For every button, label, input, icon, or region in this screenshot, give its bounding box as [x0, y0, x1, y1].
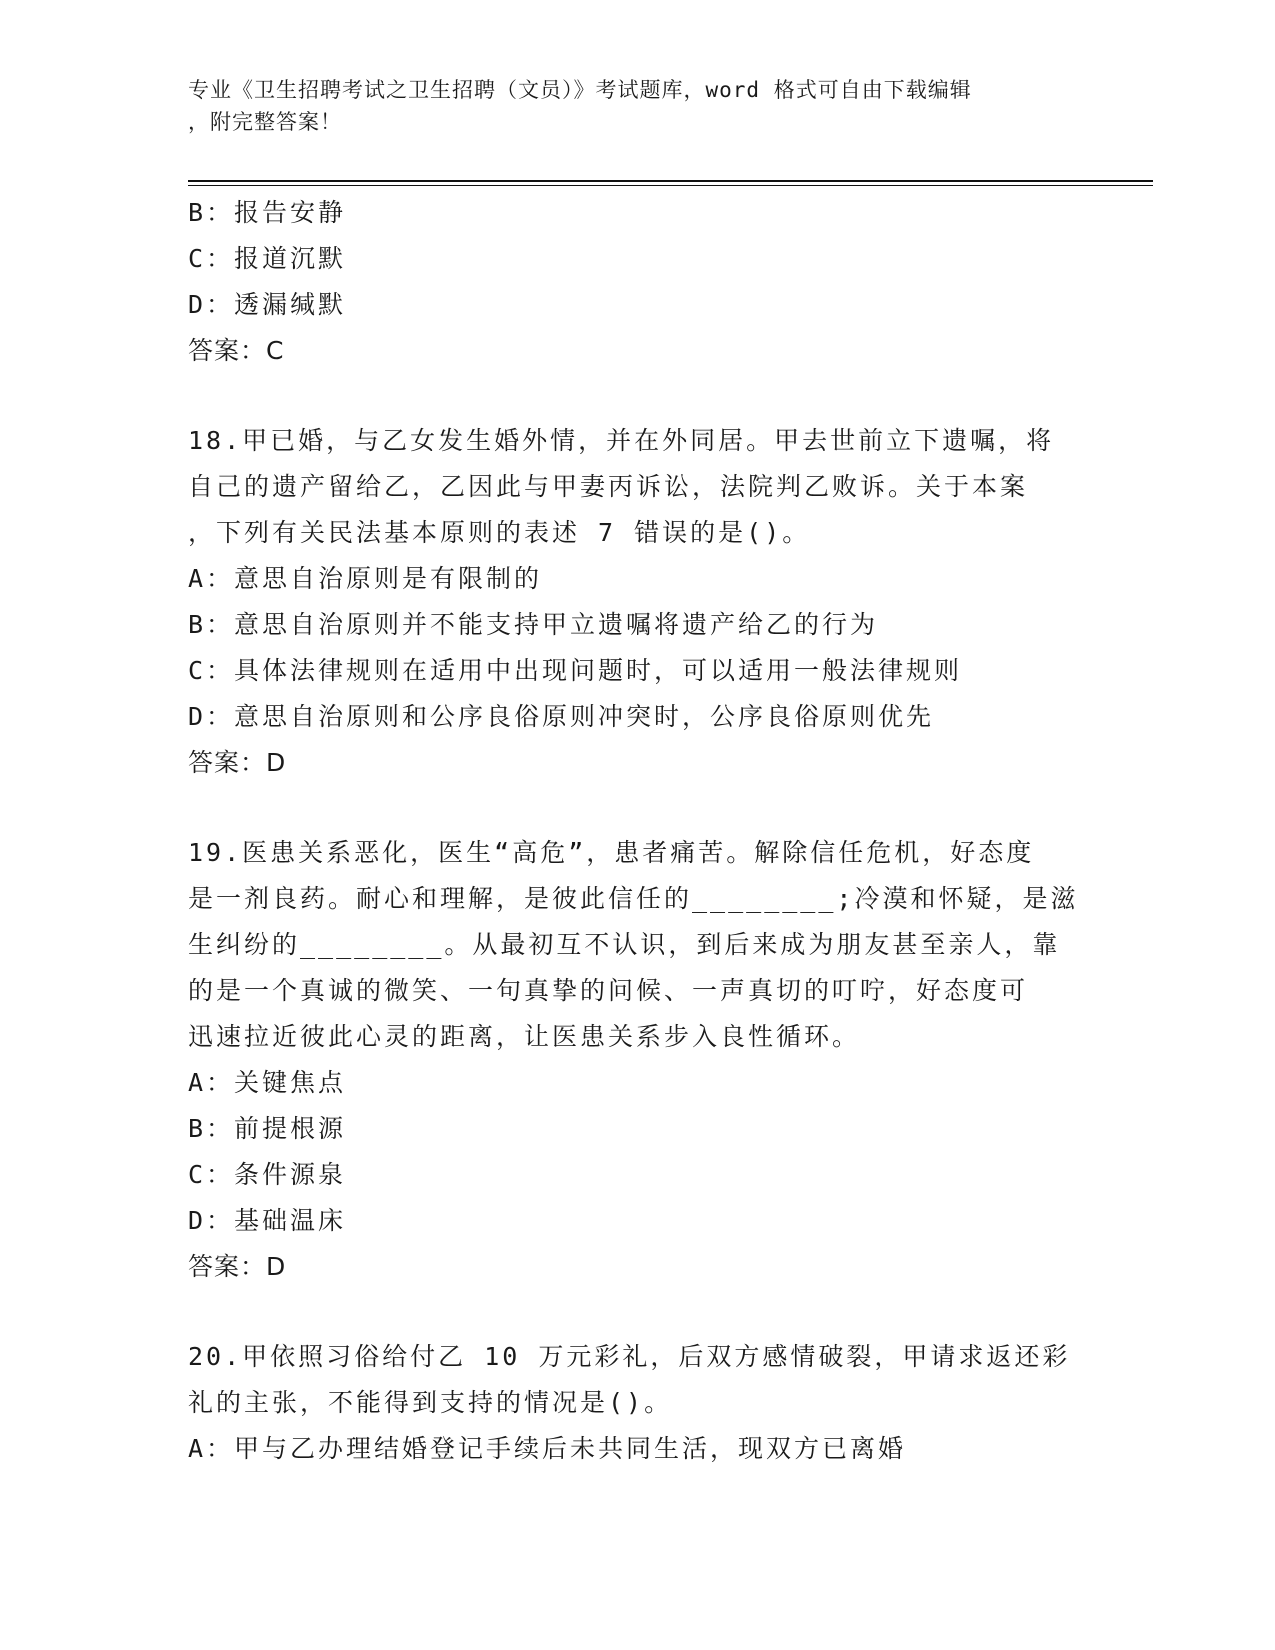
- question-18: [188, 418, 1088, 786]
- document-header: [188, 74, 1088, 138]
- question-20: [188, 1334, 1088, 1472]
- question-stem-line: 迅速拉近彼此心灵的距离，让医患关系步入良性循环。: [188, 1022, 861, 1051]
- header-divider-thin: [188, 185, 1153, 186]
- option-c: C：条件源泉: [188, 1160, 347, 1189]
- question-stem-line: 19.医患关系恶化，医生“高危”，患者痛苦。解除信任危机，好态度: [188, 838, 1035, 867]
- answer: 答案：D: [188, 1252, 287, 1281]
- option-c: C：报道沉默: [188, 244, 347, 273]
- option-d: D：透漏缄默: [188, 290, 347, 319]
- header-line-2: ，附完整答案！: [188, 110, 342, 134]
- option-b: B：意思自治原则并不能支持甲立遗嘱将遗产给乙的行为: [188, 610, 879, 639]
- answer: 答案：D: [188, 748, 287, 777]
- question-17: [188, 190, 1088, 374]
- header-divider-thick: [188, 180, 1153, 182]
- option-d: D：意思自治原则和公序良俗原则冲突时，公序良俗原则优先: [188, 702, 935, 731]
- option-a: A：意思自治原则是有限制的: [188, 564, 543, 593]
- header-line-1: 专业《卫生招聘考试之卫生招聘（文员）》考试题库，word 格式可自由下载编辑: [188, 78, 972, 102]
- question-stem-line: 生纠纷的________。从最初互不认识，到后来成为朋友甚至亲人，靠: [188, 930, 1061, 959]
- option-b: B：前提根源: [188, 1114, 347, 1143]
- option-d: D：基础温床: [188, 1206, 347, 1235]
- question-stem-line: 礼的主张，不能得到支持的情况是()。: [188, 1388, 673, 1417]
- question-stem-line: ，下列有关民法基本原则的表述 7 错误的是()。: [188, 518, 811, 547]
- question-stem-line: 自己的遗产留给乙，乙因此与甲妻丙诉讼，法院判乙败诉。关于本案: [188, 472, 1029, 501]
- question-content: [188, 190, 1088, 1472]
- option-a: A：甲与乙办理结婚登记手续后未共同生活，现双方已离婚: [188, 1434, 907, 1463]
- question-stem-line: 是一剂良药。耐心和理解，是彼此信任的________;冷漠和怀疑，是滋: [188, 884, 1079, 913]
- question-19: [188, 830, 1088, 1290]
- option-b: B：报告安静: [188, 198, 347, 227]
- option-c: C：具体法律规则在适用中出现问题时，可以适用一般法律规则: [188, 656, 963, 685]
- answer: 答案：C: [188, 336, 285, 365]
- question-stem-line: 18.甲已婚，与乙女发生婚外情，并在外同居。甲去世前立下遗嘱，将: [188, 426, 1055, 455]
- question-stem-line: 20.甲依照习俗给付乙 10 万元彩礼，后双方感情破裂，甲请求返还彩: [188, 1342, 1071, 1371]
- option-a: A：关键焦点: [188, 1068, 347, 1097]
- question-stem-line: 的是一个真诚的微笑、一句真挚的问候、一声真切的叮咛，好态度可: [188, 976, 1029, 1005]
